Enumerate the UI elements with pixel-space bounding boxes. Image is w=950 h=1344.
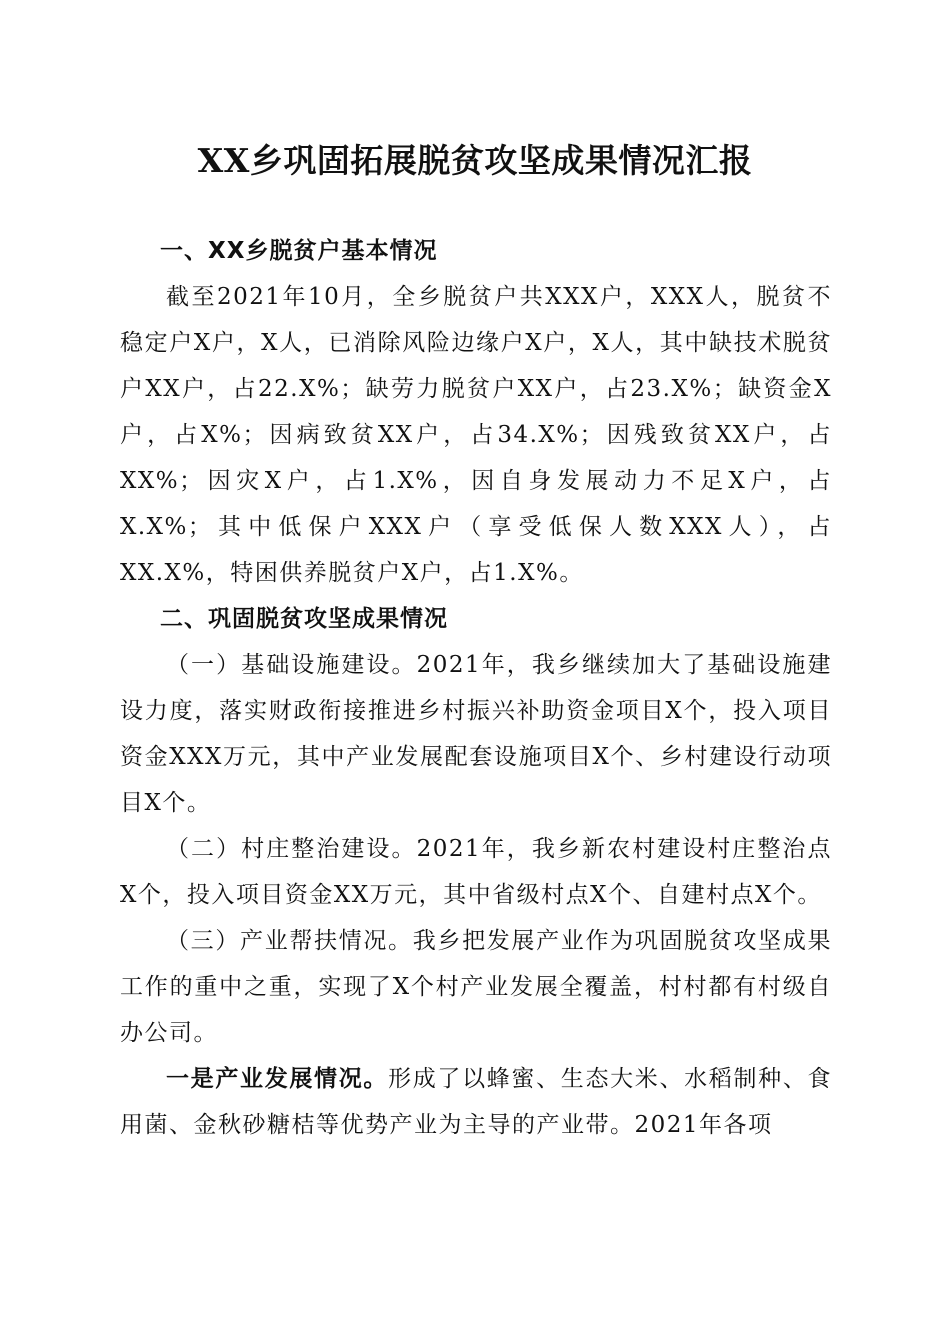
- document-title: XX乡巩固拓展脱贫攻坚成果情况汇报: [197, 141, 753, 180]
- industry-development-lead: 一是产业发展情况。: [166, 1066, 389, 1092]
- document-body: [120, 228, 832, 1148]
- section-1-heading: 一、XX乡脱贫户基本情况: [160, 238, 438, 264]
- section-1-paragraph: 截至2021年10月，全乡脱贫户共XXX户，XXX人，脱贫不稳定户X户，X人，已消除风险边缘户X户，X人，其中缺技术脱贫户XX户，占22.X%；缺劳力脱贫户XX户，占23.X%；缺资金X户，占X%；因病致贫XX户，占34.X%；因残致贫XX户，占XX%；因灾X户，占1.X%，因自身发展动力不足X户，占X.X%；其中低保户XXX户（享受低保人数XXX人），占XX.X%，特困供养脱贫户X户，占1.X%。: [120, 284, 832, 586]
- industry-support-paragraph: [120, 918, 832, 1056]
- section-2-heading: 二、巩固脱贫攻坚成果情况: [160, 606, 448, 632]
- industry-development-paragraph: [120, 1056, 832, 1148]
- village-renovation-text: 2021年，我乡新农村建设村庄整治点X个，投入项目资金XX万元，其中省级村点X个、自建村点X个。: [120, 836, 832, 908]
- industry-support-text: 我乡把发展产业作为巩固脱贫攻坚成果工作的重中之重，实现了X个村产业发展全覆盖，村村都有村级自办公司。: [120, 928, 833, 1046]
- infrastructure-lead: （一）基础设施建设。: [166, 652, 417, 678]
- industry-development-text: 形成了以蜂蜜、生态大米、水稻制种、食用菌、金秋砂糖桔等优势产业为主导的产业带。2021年各项: [120, 1066, 833, 1138]
- industry-support-lead: （三）产业帮扶情况。: [166, 928, 413, 954]
- village-renovation-paragraph: [120, 826, 832, 918]
- infrastructure-paragraph: [120, 642, 832, 826]
- village-renovation-lead: （二）村庄整治建设。: [166, 836, 417, 862]
- infrastructure-text: 2021年，我乡继续加大了基础设施建设力度，落实财政衔接推进乡村振兴补助资金项目X个，投入项目资金XXX万元，其中产业发展配套设施项目X个、乡村建设行动项目X个。: [120, 652, 832, 816]
